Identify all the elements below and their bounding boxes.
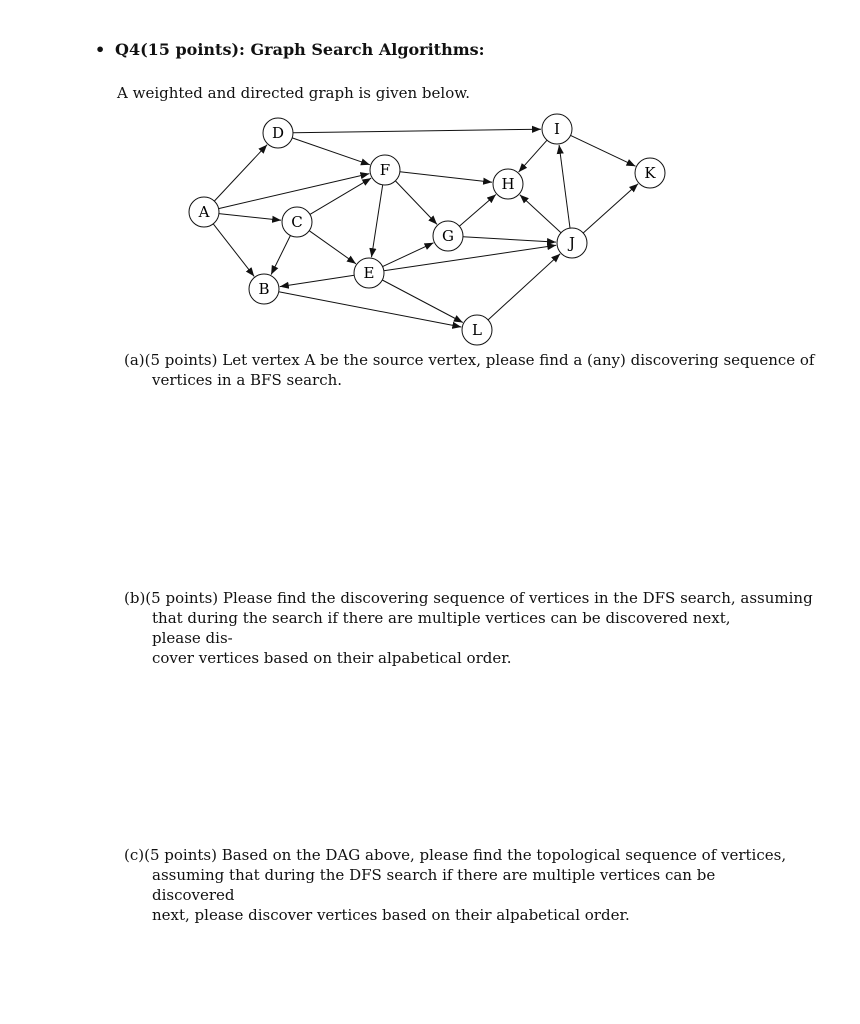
bullet: • <box>95 40 106 59</box>
edge-d-i <box>293 129 541 133</box>
node-label: C <box>291 213 303 231</box>
edge-i-h <box>519 140 547 172</box>
node-g <box>433 221 463 251</box>
node-label: B <box>258 280 270 298</box>
edge-g-h <box>459 195 496 227</box>
node-label: F <box>379 161 391 179</box>
node-label: D <box>271 124 285 142</box>
edge-f-e <box>372 185 383 257</box>
question-title: Q4(15 points): Graph Search Algorithms: <box>115 40 485 59</box>
node-label: E <box>363 264 375 282</box>
edge-d-f <box>292 138 370 165</box>
part-b-line-3: cover vertices based on their alpabetical order. <box>152 649 512 667</box>
edge-j-h <box>520 195 561 233</box>
node-b <box>249 274 279 304</box>
edge-i-k <box>571 135 636 166</box>
edge-a-f <box>219 174 370 209</box>
edge-a-b <box>213 224 254 277</box>
edge-b-l <box>279 292 462 327</box>
edge-f-h <box>400 172 492 183</box>
node-c <box>282 207 312 237</box>
node-label: L <box>472 321 482 339</box>
node-l <box>462 315 492 345</box>
edge-e-j <box>384 245 556 270</box>
edge-a-c <box>219 214 281 221</box>
edge-e-g <box>383 243 434 267</box>
part-b-line-1: (b)(5 points) Please find the discovering sequence of vertices in the DFS search, assuming <box>124 589 813 607</box>
node-label: H <box>501 175 515 193</box>
node-j <box>557 228 587 258</box>
edge-e-b <box>280 275 354 286</box>
edge-l-j <box>488 254 560 320</box>
part-c-line-2: assuming that during the DFS search if there are multiple vertices can be discovered <box>152 866 716 904</box>
part-a <box>124 350 815 390</box>
node-label: A <box>198 203 210 221</box>
part-c <box>124 845 787 925</box>
node-label: J <box>568 234 576 252</box>
part-b <box>124 588 813 668</box>
node-a <box>189 197 219 227</box>
node-label: G <box>442 227 454 245</box>
edge-g-j <box>463 237 556 242</box>
edge-c-b <box>271 236 290 275</box>
part-c-line-3: next, please discover vertices based on their alpabetical order. <box>152 906 630 924</box>
edge-c-f <box>310 178 371 214</box>
directed-graph <box>0 0 860 350</box>
part-b-line-2: that during the search if there are multiple vertices can be discovered next, please dis- <box>152 609 731 647</box>
node-h <box>493 169 523 199</box>
edge-f-g <box>395 181 437 225</box>
edge-e-l <box>382 280 463 323</box>
part-a-line-1: (a)(5 points) Let vertex A be the source vertex, please find a (any) discovering sequence of <box>124 351 815 369</box>
edge-j-k <box>583 184 638 233</box>
node-f <box>370 155 400 185</box>
edge-j-i <box>559 145 570 228</box>
node-k <box>635 158 665 188</box>
node-i <box>542 114 572 144</box>
node-label: I <box>554 120 560 138</box>
node-e <box>354 258 384 288</box>
node-d <box>263 118 293 148</box>
node-label: K <box>644 164 656 182</box>
part-a-line-2: vertices in a BFS search. <box>152 371 343 389</box>
edge-a-d <box>214 145 267 201</box>
part-c-line-1: (c)(5 points) Based on the DAG above, please find the topological sequence of vertices, <box>124 846 787 864</box>
edge-c-e <box>309 231 356 264</box>
question-intro: A weighted and directed graph is given below. <box>117 84 471 102</box>
